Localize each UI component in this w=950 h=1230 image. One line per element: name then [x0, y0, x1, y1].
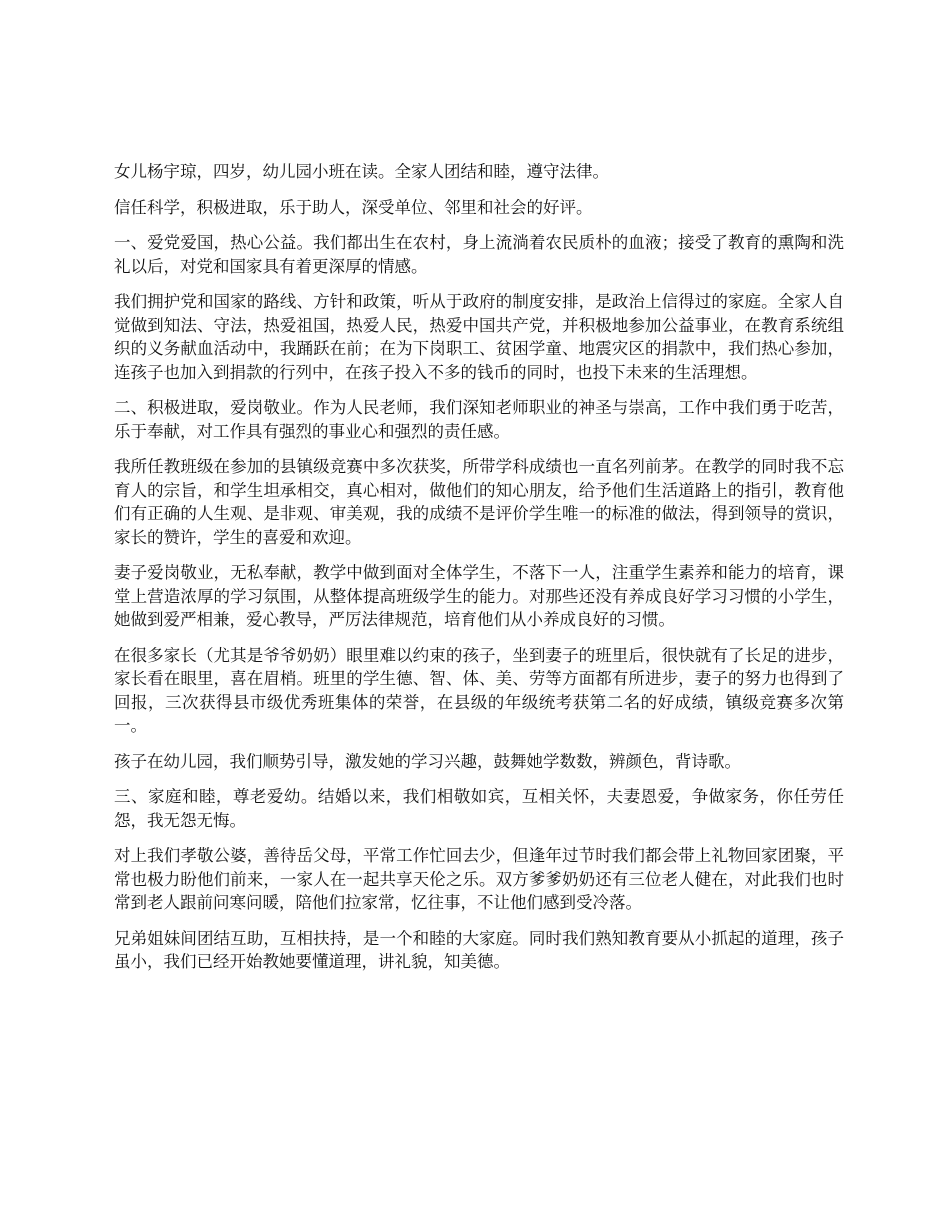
- paragraph: 妻子爱岗敬业，无私奉献，教学中做到面对全体学生，不落下一人，注重学生素养和能力的培育，课堂上营造浓厚的学习氛围，从整体提高班级学生的能力。对那些还没有养成良好学习习惯的小学生，她做到爱严相兼，爱心教导，严厉法律规范，培育他们从小养成良好的习惯。: [114, 563, 844, 629]
- paragraph: 信任科学，积极进取，乐于助人，深受单位、邻里和社会的好评。: [114, 197, 593, 217]
- paragraph: 对上我们孝敬公婆，善待岳父母，平常工作忙回去少，但逢年过节时我们都会带上礼物回家团聚，平常也极力盼他们前来，一家人在一起共享天伦之乐。双方爹爹奶奶还有三位老人健在，对此我们也时常到老人跟前问寒问暖，陪他们拉家常，忆往事，不让他们感到受冷落。: [114, 846, 844, 912]
- paragraph: 一、爱党爱国，热心公益。我们都出生在农村，身上流淌着农民质朴的血液；接受了教育的熏陶和洗礼以后，对党和国家具有着更深厚的情感。: [114, 233, 844, 276]
- paragraph: 我们拥护党和国家的路线、方针和政策，听从于政府的制度安排，是政治上信得过的家庭。全家人自觉做到知法、守法，热爱祖国，热爱人民，热爱中国共产党，并积极地参加公益事业，在教育系统组织的义务献血活动中，我踊跃在前；在为下岗职工、贫困学童、地震灾区的捐款中，我们热心参加，连孩子也加入到捐款的行列中，在孩子投入不多的钱币的同时，也投下未来的生活理想。: [114, 292, 844, 382]
- paragraph: 二、积极进取，爱岗敬业。作为人民老师，我们深知老师职业的神圣与崇高，工作中我们勇于吃苦，乐于奉献，对工作具有强烈的事业心和强烈的责任感。: [114, 398, 844, 441]
- paragraph: 兄弟姐妹间团结互助，互相扶持，是一个和睦的大家庭。同时我们熟知教育要从小抓起的道理，孩子虽小，我们已经开始教她要懂道理，讲礼貌，知美德。: [114, 928, 844, 971]
- document-body: [114, 160, 844, 986]
- paragraph: 女儿杨宇琼，四岁，幼儿园小班在读。全家人团结和睦，遵守法律。: [114, 162, 609, 181]
- paragraph: 孩子在幼儿园，我们顺势引导，激发她的学习兴趣，鼓舞她学数数，辨颜色，背诗歌。: [114, 751, 741, 771]
- paragraph: 三、家庭和睦，尊老爱幼。结婚以来，我们相敬如宾，互相关怀，夫妻恩爱，争做家务，你任劳任怨，我无怨无悔。: [114, 787, 844, 830]
- paragraph: 我所任教班级在参加的县镇级竞赛中多次获奖，所带学科成绩也一直名列前茅。在教学的同时我不忘育人的宗旨，和学生坦承相交，真心相对，做他们的知心朋友，给予他们生活道路上的指引，教育他们有正确的人生观、是非观、审美观，我的成绩不是评价学生唯一的标准的做法，得到领导的赏识，家长的赞许，学生的喜爱和欢迎。: [114, 457, 844, 547]
- paragraph: 在很多家长（尤其是爷爷奶奶）眼里难以约束的孩子，坐到妻子的班里后，很快就有了长足的进步，家长看在眼里，喜在眉梢。班里的学生德、智、体、美、劳等方面都有所进步，妻子的努力也得到了回报，三次获得县市级优秀班集体的荣誉，在县级的年级统考获第二名的好成绩，镇级竞赛多次第一。: [114, 645, 844, 735]
